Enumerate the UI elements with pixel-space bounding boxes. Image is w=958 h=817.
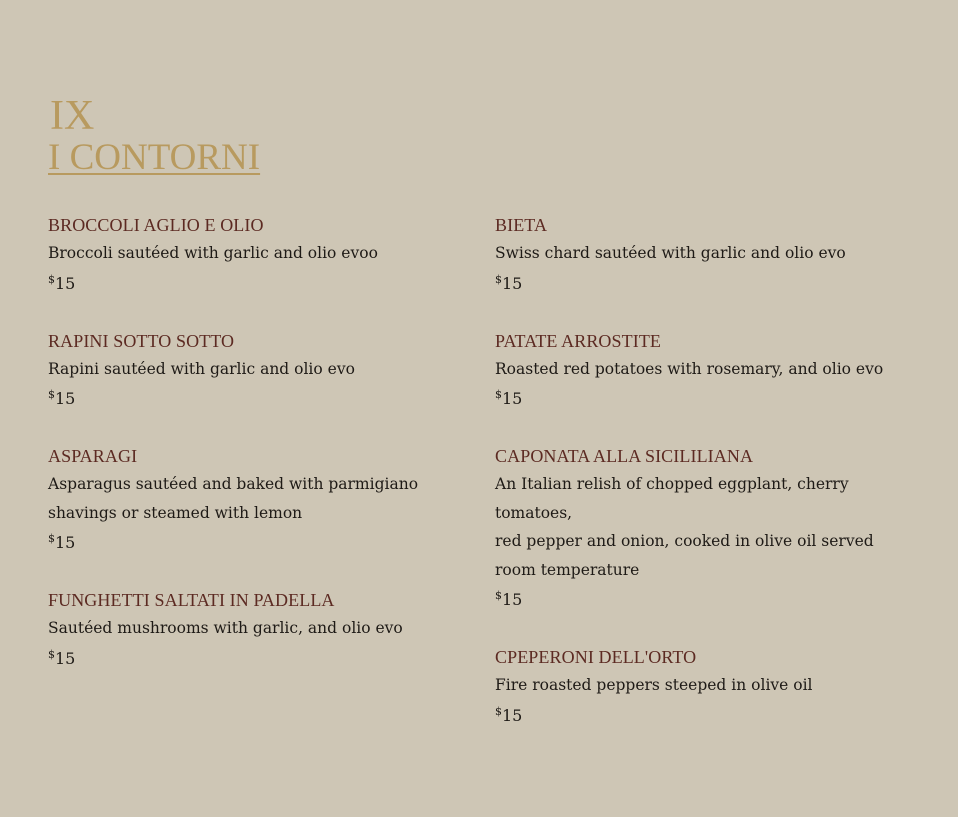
menu-item-price: [495, 383, 910, 411]
menu-item-price: [48, 527, 495, 555]
menu-item-name: CPEPERONI DELL'ORTO: [495, 647, 697, 667]
currency-symbol: $: [495, 589, 502, 602]
menu-item: [495, 327, 910, 412]
currency-symbol: $: [495, 272, 502, 286]
menu-item-price: [48, 383, 495, 411]
menu-item-name: FUNGHETTI SALTATI IN PADELLA: [48, 590, 335, 610]
menu-item-name: PATATE ARROSTITE: [495, 330, 662, 351]
menu-item-price: [495, 700, 910, 728]
price-value: 15: [502, 273, 523, 293]
menu-item: [48, 327, 495, 412]
section-title: I CONTORNI: [48, 137, 261, 178]
menu-item-description: Swiss chard sautéed with garlic and olio evo: [495, 244, 846, 262]
menu-item-name: ASPARAGI: [48, 446, 138, 466]
menu-item-price: [495, 268, 910, 296]
menu-item-price: [48, 643, 495, 671]
menu-column-left: [48, 211, 495, 759]
currency-symbol: $: [48, 532, 55, 545]
menu-item-description: Fire roasted peppers steeped in olive oil: [495, 676, 813, 694]
currency-symbol: $: [495, 704, 502, 718]
menu-column-right: [495, 211, 910, 759]
menu-item: [48, 211, 495, 296]
menu-item-description: Sautéed mushrooms with garlic, and olio evo: [48, 619, 403, 637]
price-value: 15: [502, 389, 523, 408]
menu-item-name: CAPONATA ALLA SICILILIANA: [495, 446, 754, 466]
menu-item: [48, 442, 495, 555]
price-value: 15: [55, 273, 76, 293]
menu-item: [495, 643, 910, 728]
menu-item: [48, 586, 495, 671]
menu-item: [495, 442, 910, 612]
menu-item-name: BIETA: [495, 215, 548, 235]
price-value: 15: [55, 389, 76, 408]
section-number: IX: [50, 93, 95, 139]
menu-item-description: Roasted red potatoes with rosemary, and olio evo: [495, 359, 884, 378]
menu-item-description: Broccoli sautéed with garlic and olio evoo: [48, 244, 378, 262]
currency-symbol: $: [48, 272, 55, 286]
menu-item-description-line: An Italian relish of chopped eggplant, cherry tomatoes,: [495, 475, 849, 522]
menu-item-description: Rapini sautéed with garlic and olio evo: [48, 359, 355, 378]
price-value: 15: [502, 705, 523, 725]
price-value: 15: [502, 590, 523, 609]
price-value: 15: [55, 648, 76, 668]
menu-item-price: [495, 584, 910, 612]
menu-item-description-line: red pepper and onion, cooked in olive oil served room temperature: [495, 532, 874, 579]
currency-symbol: $: [495, 388, 502, 401]
menu-item-name: BROCCOLI AGLIO E OLIO: [48, 215, 264, 235]
menu-item-name: RAPINI SOTTO SOTTO: [48, 330, 235, 351]
menu-item-price: [48, 268, 495, 296]
currency-symbol: $: [48, 388, 55, 401]
menu-item-description: Asparagus sautéed and baked with parmigiano shavings or steamed with lemon: [48, 475, 419, 522]
price-value: 15: [55, 533, 76, 552]
currency-symbol: $: [48, 647, 55, 661]
menu-item: [495, 211, 910, 296]
menu-columns: [48, 211, 910, 759]
